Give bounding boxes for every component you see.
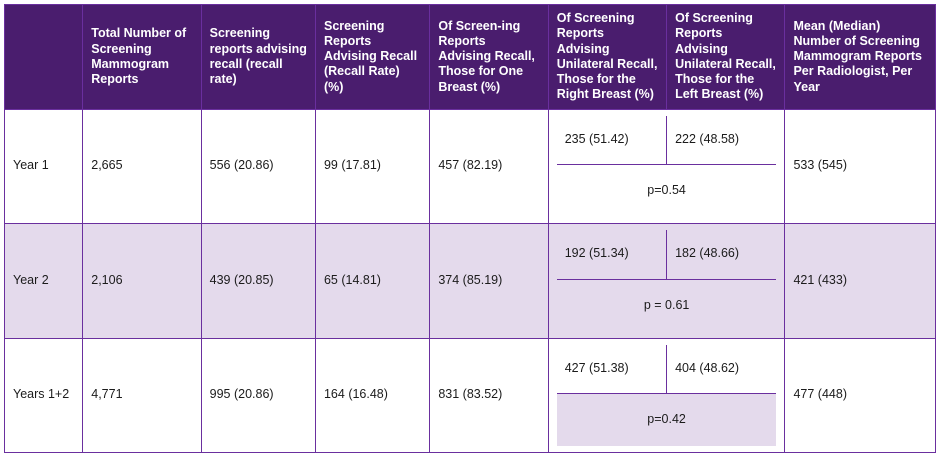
results-table: [4, 4, 936, 453]
cell-years12-recall-reports: 995 (20.86): [201, 338, 315, 453]
table-header: [5, 5, 936, 110]
cell-years12-mean-median: 477 (448): [785, 338, 936, 453]
inner-row-pvalue: [557, 165, 777, 218]
cell-year1-recall-rate-pct: 99 (17.81): [315, 109, 429, 224]
cell-year1-recall-reports: 556 (20.86): [201, 109, 315, 224]
cell-year2-laterality-split: [548, 224, 785, 339]
header-row: [5, 5, 936, 110]
inner-table-year1: [557, 116, 777, 218]
cell-years12-laterality-split: [548, 338, 785, 453]
header-cell-one-breast-pct: Of Screen-ing Reports Advising Recall, Those for One Breast (%): [430, 5, 548, 110]
cell-year2-right-breast-pct: 192 (51.34): [557, 230, 667, 279]
table-body: [5, 109, 936, 453]
header-cell-total-reports: Total Number of Screening Mammogram Reports: [83, 5, 201, 110]
cell-years12-one-breast-pct: 831 (83.52): [430, 338, 548, 453]
row-label-year1: Year 1: [5, 109, 83, 224]
row-label-year2: Year 2: [5, 224, 83, 339]
inner-table-years12: [557, 345, 777, 447]
cell-years12-right-breast-pct: 427 (51.38): [557, 345, 667, 394]
inner-table-year2: [557, 230, 777, 332]
header-cell-left-breast-pct: Of Screening Reports Advising Unilateral Recall, Those for the Left Breast (%): [667, 5, 785, 110]
cell-year1-laterality-split: [548, 109, 785, 224]
cell-years12-p-value: p=0.42: [557, 394, 777, 447]
inner-row-values: [557, 230, 777, 279]
table-row: [5, 109, 936, 224]
cell-year1-one-breast-pct: 457 (82.19): [430, 109, 548, 224]
header-cell-mean-median: Mean (Median) Number of Screening Mammogram Reports Per Radiologist, Per Year: [785, 5, 936, 110]
cell-year2-mean-median: 421 (433): [785, 224, 936, 339]
cell-years12-total-reports: 4,771: [83, 338, 201, 453]
header-cell-corner: [5, 5, 83, 110]
table-row: [5, 338, 936, 453]
cell-year2-recall-reports: 439 (20.85): [201, 224, 315, 339]
cell-year2-p-value: p = 0.61: [557, 279, 777, 332]
cell-year2-total-reports: 2,106: [83, 224, 201, 339]
cell-years12-recall-rate-pct: 164 (16.48): [315, 338, 429, 453]
inner-row-values: [557, 116, 777, 165]
table-row: [5, 224, 936, 339]
inner-row-values: [557, 345, 777, 394]
inner-row-pvalue: [557, 279, 777, 332]
inner-row-pvalue: [557, 394, 777, 447]
cell-year2-recall-rate-pct: 65 (14.81): [315, 224, 429, 339]
header-cell-recall-rate-pct: Screening Reports Advising Recall (Recall Rate) (%): [315, 5, 429, 110]
row-label-years1plus2: Years 1+2: [5, 338, 83, 453]
cell-year2-one-breast-pct: 374 (85.19): [430, 224, 548, 339]
cell-year1-total-reports: 2,665: [83, 109, 201, 224]
header-cell-recall-reports: Screening reports advising recall (recall rate): [201, 5, 315, 110]
cell-year1-right-breast-pct: 235 (51.42): [557, 116, 667, 165]
cell-year1-left-breast-pct: 222 (48.58): [667, 116, 777, 165]
cell-year2-left-breast-pct: 182 (48.66): [667, 230, 777, 279]
cell-year1-mean-median: 533 (545): [785, 109, 936, 224]
cell-years12-left-breast-pct: 404 (48.62): [667, 345, 777, 394]
header-cell-right-breast-pct: Of Screening Reports Advising Unilateral Recall, Those for the Right Breast (%): [548, 5, 666, 110]
cell-year1-p-value: p=0.54: [647, 183, 686, 198]
